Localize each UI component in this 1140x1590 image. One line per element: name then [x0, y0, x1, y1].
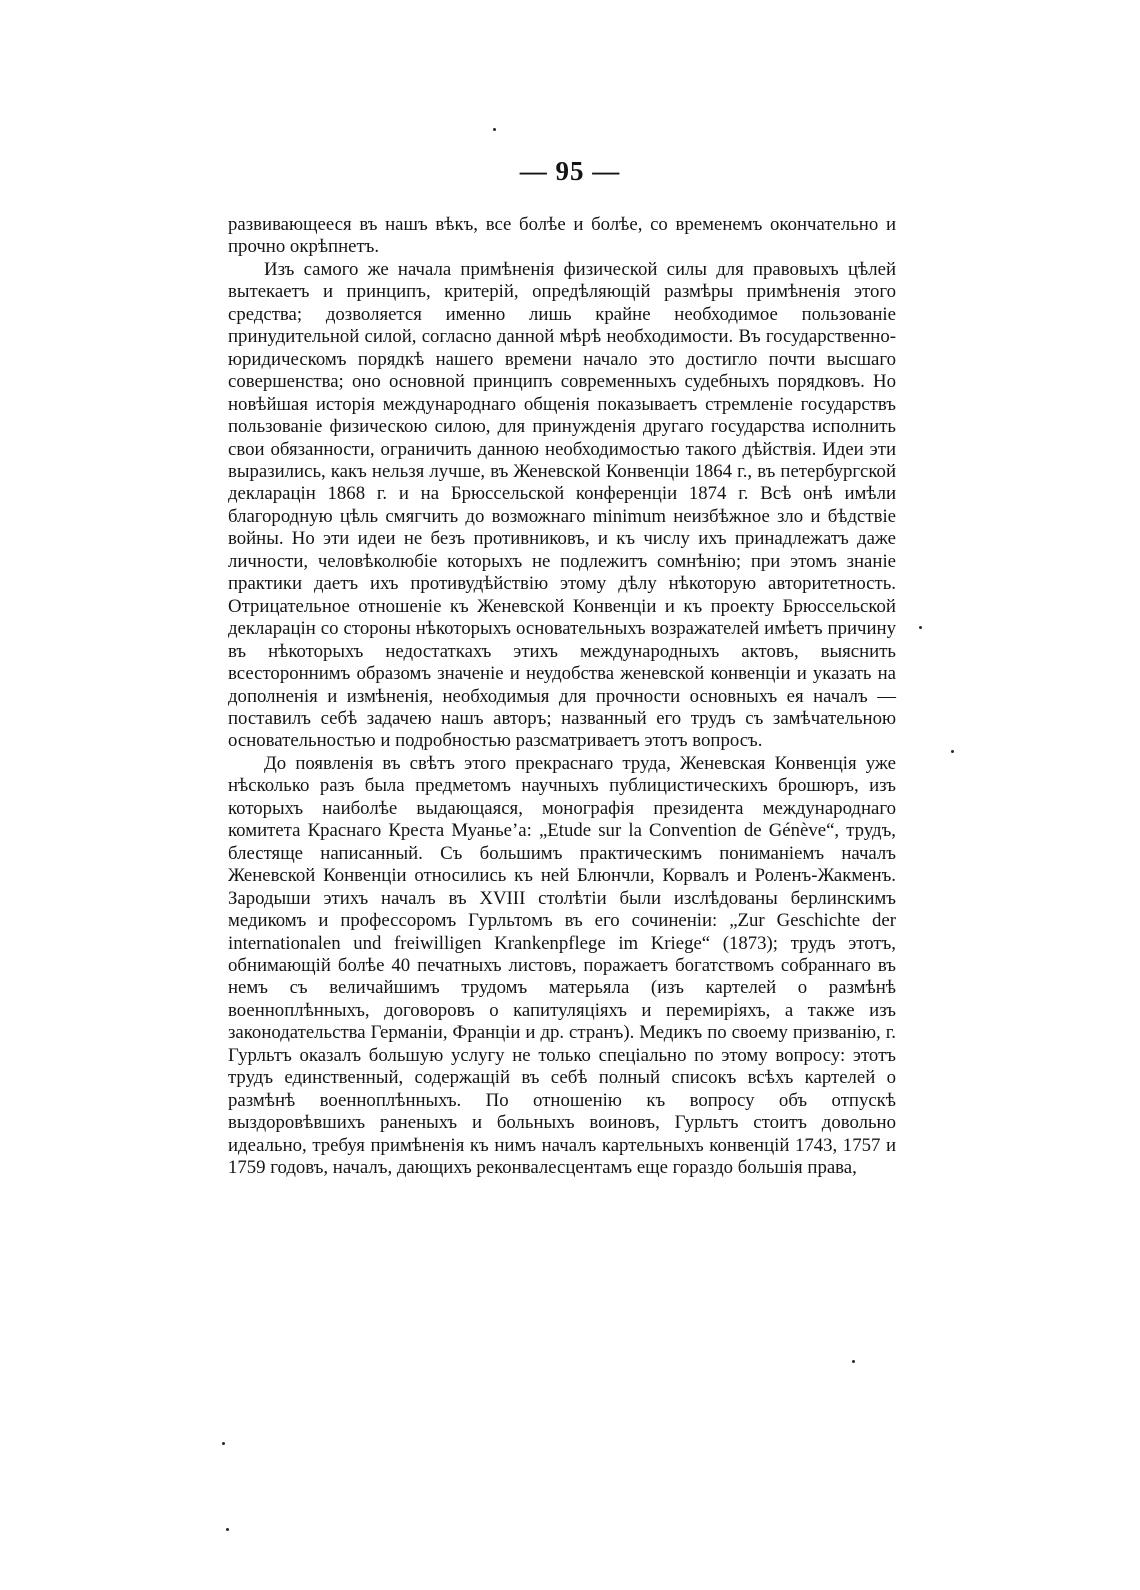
scan-speck [852, 1360, 855, 1363]
paragraph-geneva-convention-literature: До появленія въ свѣтъ этого прекраснаго труда, Женевская Конвенція уже нѣсколько разъ была предметомъ научныхъ публицистическихъ брошюръ, изъ которыхъ наиболѣе выдающаяся, монографія президента международнаго комитета Краснаго Креста Муанье’а: „Etude sur la Convention de Génève“, трудъ, блестяще написанный. Съ большимъ практическимъ пониманіемъ началъ Женевской Конвенціи относились къ ней Блюнчли, Корвалъ и Роленъ-Жакменъ. Зародыши этихъ началъ въ XVIII столѣтіи были изслѣдованы берлинскимъ медикомъ и профессоромъ Гурльтомъ въ его сочиненіи: „Zur Geschichte der internationalen und freiwilligen Krankenpflege im Kriege“ (1873); трудъ этотъ, обнимающій болѣе 40 печатныхъ листовъ, поражаетъ богатствомъ собраннаго въ немъ съ величайшимъ трудомъ матерьяла (изъ картелей о размѣнѣ военноплѣнныхъ, договоровъ о капитуляціяхъ и перемиріяхъ, а также изъ законодательства Германіи, Франціи и др. странъ). Медикъ по своему призванію, г. Гурльтъ оказалъ большую услугу не только спеціально по этому вопросу: этотъ трудъ единственный, содержащій въ себѣ полный списокъ всѣхъ картелей о размѣнѣ военноплѣнныхъ. По отношенію къ вопросу объ отпускѣ выздоровѣвшихъ раненыхъ и больныхъ воиновъ, Гурльтъ стоитъ довольно идеально, требуя примѣненія къ нимъ началъ картельныхъ конвенцій 1743, 1757 и 1759 годовъ, началъ, дающихъ реконвалесцентамъ еще гораздо большія права, [228, 752, 896, 1179]
page-number: — 95 — [519, 156, 621, 186]
scan-speck [951, 750, 954, 753]
scan-speck [222, 1442, 225, 1445]
text-body [228, 214, 896, 1179]
paragraph-physical-force: Изъ самого же начала примѣненія физической силы для правовыхъ цѣлей вытекаетъ и принципъ, критерій, опредѣляющій размѣры примѣненія этого средства; дозволяется именно лишь крайне необходимое пользованіе принудительной силой, согласно данной мѣрѣ необходимости. Въ государственно-юридическомъ порядкѣ нашего времени начало это достигло почти высшаго совершенства; оно основной принципъ современныхъ судебныхъ порядковъ. Но новѣйшая исторія международнаго общенія показываетъ стремленіе государствъ пользованіе физическою силою, для принужденія другаго государства исполнить свои обязанности, ограничить данною необходимостью такого дѣйствія. Идеи эти выразились, какъ нельзя лучше, въ Женевской Конвенціи 1864 г., въ петербургской декларацін 1868 г. и на Брюссельской конференціи 1874 г. Всѣ онѣ имѣли благородную цѣль смягчить до возможнаго minimum неизбѣжное зло и бѣдствіе войны. Но эти идеи не безъ противниковъ, и къ числу ихъ принадлежатъ даже личности, человѣколюбіе которыхъ не подлежитъ сомнѣнію; при этомъ знаніе практики даетъ ихъ противудѣйствію этому дѣлу нѣкоторую авторитетность. Отрицательное отношеніе къ Женевской Конвенціи и къ проекту Брюссельской декларацін со стороны нѣкоторыхъ основательныхъ возражателей имѣетъ причину въ нѣкоторыхъ недостаткахъ этихъ международныхъ актовъ, выяснить всестороннимъ образомъ значеніе и неудобства женевской конвенціи и указать на дополненія и измѣненія, необходимыя для прочности основныхъ ея началъ — поставилъ себѣ задачею нашъ авторъ; названный его трудъ съ замѣчательною основательностью и подробностью разсматриваетъ этотъ вопросъ. [228, 258, 896, 752]
scan-speck [493, 128, 496, 131]
paragraph-continuation: развивающееся въ нашъ вѣкъ, все болѣе и болѣе, со временемъ окончательно и прочно окрѣпнетъ. [228, 214, 896, 258]
scan-speck [226, 1528, 229, 1531]
scan-speck [919, 626, 922, 629]
